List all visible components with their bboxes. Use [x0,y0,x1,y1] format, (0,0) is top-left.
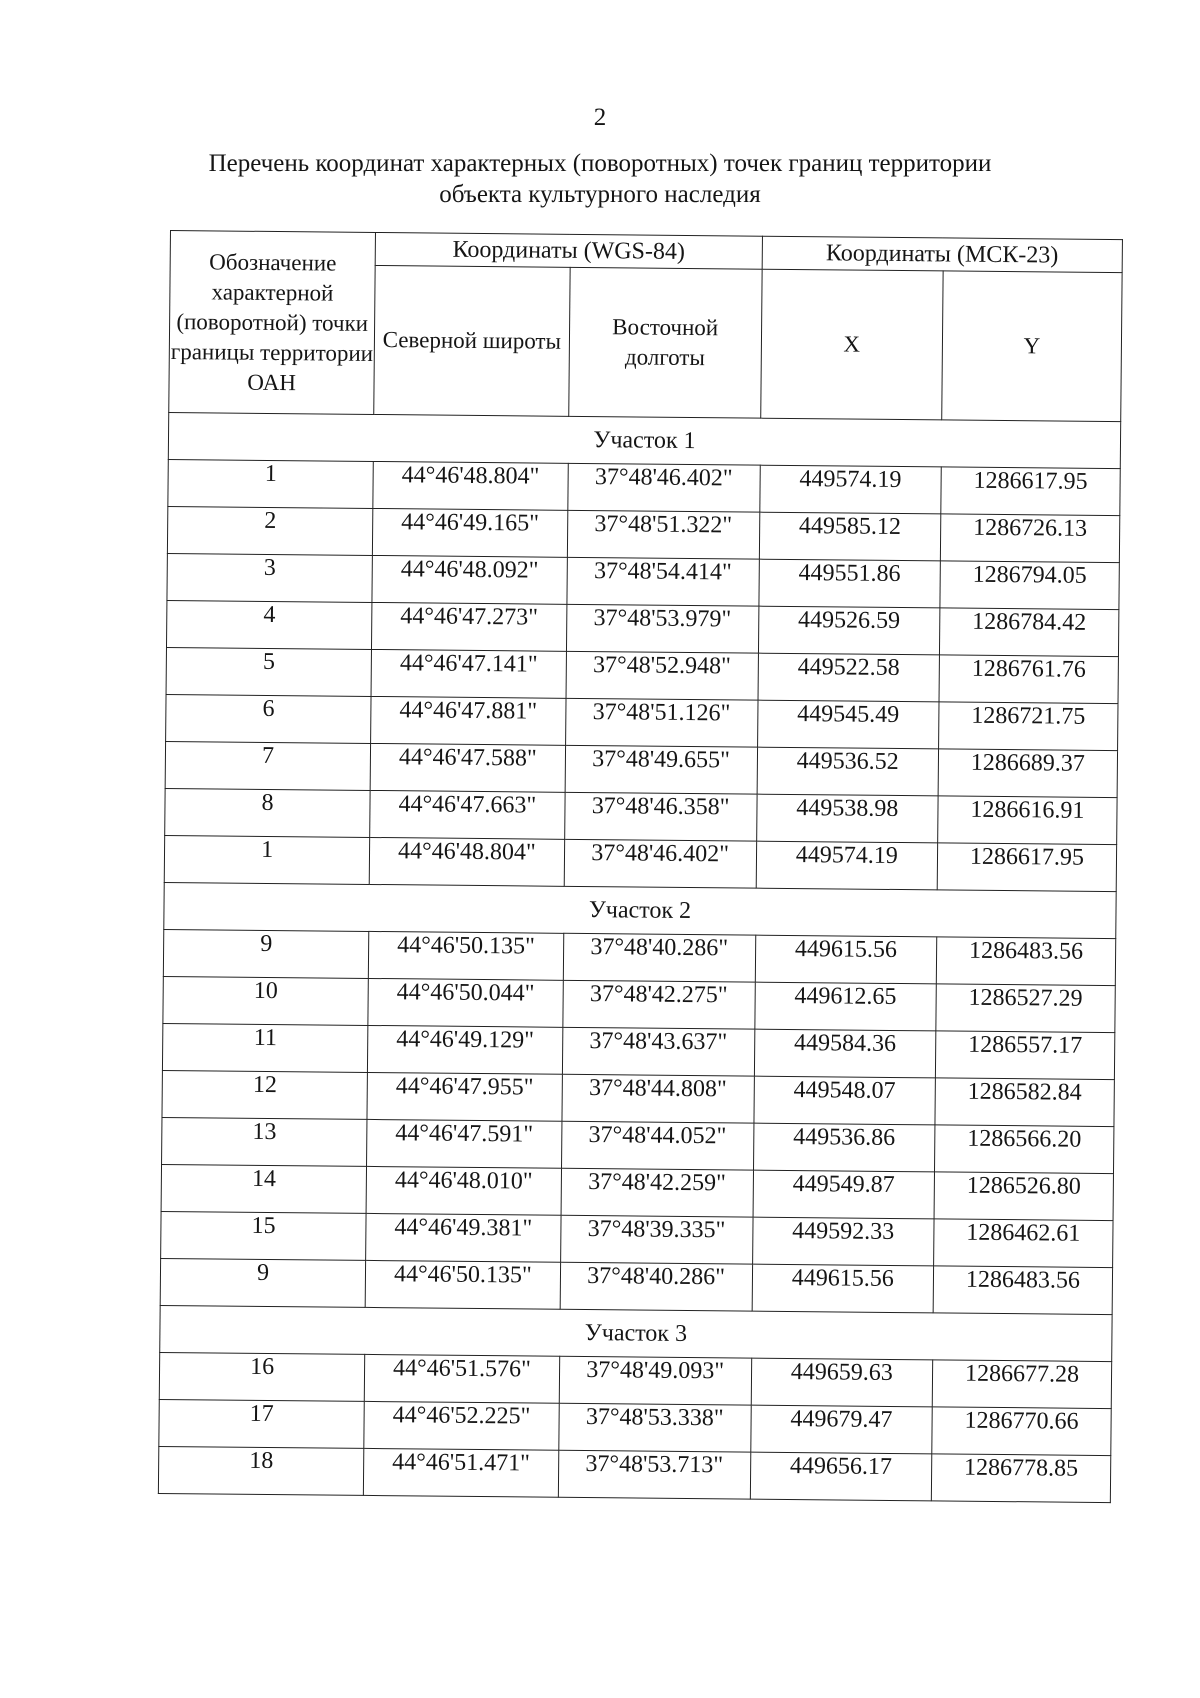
cell-x: 449592.33 [752,1217,934,1266]
cell-point: 5 [166,647,372,696]
latitude-header: Северной широты [374,265,570,416]
cell-y: 1286726.13 [940,514,1120,563]
cell-y: 1286483.56 [933,1266,1113,1315]
table-body [158,412,1120,1502]
cell-point: 1 [164,835,370,884]
cell-y: 1286566.20 [934,1125,1114,1174]
longitude-header: Восточной долготы [568,267,762,418]
cell-x: 449522.58 [758,653,940,702]
cell-x: 449585.12 [759,512,941,561]
cell-lat: 44°46'47.955" [367,1072,562,1121]
title-line-1: Перечень координат характерных (поворотных) точек границ территории [208,150,992,177]
cell-x: 449545.49 [757,700,939,749]
cell-lon: 37°48'44.808" [562,1074,755,1123]
cell-x: 449659.63 [751,1358,933,1407]
cell-y: 1286761.76 [939,655,1119,704]
cell-point: 4 [166,600,372,649]
cell-lat: 44°46'47.881" [371,696,566,745]
cell-lat: 44°46'49.165" [373,508,568,557]
cell-lat: 44°46'51.576" [364,1354,559,1403]
cell-lon: 37°48'49.093" [559,1356,752,1405]
cell-y: 1286616.91 [938,796,1118,845]
cell-point: 18 [158,1446,364,1495]
cell-x: 449612.65 [755,982,937,1031]
cell-lat: 44°46'47.591" [367,1119,562,1168]
cell-y: 1286689.37 [938,749,1118,798]
cell-x: 449536.52 [757,747,939,796]
cell-point: 13 [162,1117,368,1166]
cell-lon: 37°48'53.713" [558,1450,751,1499]
cell-point: 14 [161,1164,367,1213]
cell-x: 449551.86 [759,559,941,608]
cell-point: 9 [160,1258,366,1307]
msk23-header: Координаты (МСК-23) [762,236,1123,272]
cell-y: 1286677.28 [932,1360,1112,1409]
cell-lon: 37°48'40.286" [560,1262,753,1311]
cell-point: 2 [167,506,373,555]
cell-x: 449679.47 [750,1405,932,1454]
cell-lon: 37°48'42.275" [562,980,755,1029]
cell-x: 449548.07 [754,1076,936,1125]
cell-lon: 37°48'46.402" [564,839,757,888]
cell-y: 1286617.95 [941,467,1121,516]
cell-point: 8 [165,788,371,837]
table-row [158,1446,1110,1502]
title-line-2: объекта культурного наследия [439,181,761,208]
cell-lat: 44°46'47.663" [370,790,565,839]
cell-lon: 37°48'43.637" [562,1027,755,1076]
cell-lon: 37°48'53.979" [566,604,759,653]
cell-lon: 37°48'39.335" [560,1215,753,1264]
cell-lon: 37°48'52.948" [566,651,759,700]
cell-lat: 44°46'50.135" [369,931,564,980]
cell-x: 449536.86 [753,1123,935,1172]
cell-lon: 37°48'46.402" [567,463,760,512]
cell-y: 1286721.75 [938,702,1118,751]
coordinates-table [158,230,1123,1503]
cell-point: 15 [161,1211,367,1260]
cell-point: 11 [162,1023,368,1072]
cell-lon: 37°48'42.259" [561,1168,754,1217]
cell-y: 1286527.29 [936,984,1116,1033]
cell-y: 1286770.66 [932,1407,1112,1456]
cell-y: 1286526.80 [934,1172,1114,1221]
cell-point: 3 [167,553,373,602]
cell-y: 1286784.42 [939,608,1119,657]
cell-point: 10 [163,976,369,1025]
cell-lon: 37°48'54.414" [566,557,759,606]
cell-y: 1286617.95 [937,843,1117,892]
cell-lat: 44°46'48.092" [372,555,567,604]
y-header: Y [942,271,1123,422]
x-header: X [760,269,943,420]
point-designation-header: Обозначение характерной (поворотной) точки границы территории ОАН [169,231,376,415]
cell-y: 1286582.84 [935,1078,1115,1127]
cell-point: 16 [159,1352,365,1401]
cell-point: 9 [163,929,369,978]
cell-lat: 44°46'48.804" [373,461,568,510]
cell-x: 449584.36 [754,1029,936,1078]
cell-y: 1286778.85 [931,1454,1111,1503]
cell-x: 449574.19 [756,841,938,890]
cell-y: 1286483.56 [936,937,1116,986]
cell-point: 6 [166,694,372,743]
cell-lat: 44°46'51.471" [364,1448,559,1497]
cell-lat: 44°46'49.129" [368,1025,563,1074]
cell-lon: 37°48'49.655" [565,745,758,794]
cell-lon: 37°48'53.338" [558,1403,751,1452]
cell-x: 449615.56 [755,935,937,984]
cell-point: 7 [165,741,371,790]
section-title: Участок 1 [168,412,1120,468]
cell-lat: 44°46'47.273" [372,602,567,651]
cell-x: 449656.17 [750,1452,932,1501]
cell-lat: 44°46'49.381" [366,1213,561,1262]
cell-x: 449526.59 [758,606,940,655]
document-title [150,148,1050,210]
cell-x: 449549.87 [753,1170,935,1219]
cell-lat: 44°46'50.135" [365,1260,560,1309]
cell-x: 449538.98 [756,794,938,843]
cell-point: 1 [168,459,374,508]
cell-lat: 44°46'47.588" [370,743,565,792]
cell-lon: 37°48'40.286" [563,933,756,982]
cell-y: 1286794.05 [940,561,1120,610]
cell-lat: 44°46'52.225" [364,1401,559,1450]
page-number: 2 [593,104,607,131]
cell-y: 1286462.61 [934,1219,1114,1268]
cell-lon: 37°48'46.358" [564,792,757,841]
section-title: Участок 2 [164,882,1116,938]
cell-lon: 37°48'44.052" [561,1121,754,1170]
cell-lat: 44°46'48.804" [369,837,564,886]
cell-point: 17 [159,1399,365,1448]
cell-lon: 37°48'51.322" [567,510,760,559]
cell-lat: 44°46'48.010" [366,1166,561,1215]
cell-point: 12 [162,1070,368,1119]
section-title: Участок 3 [160,1305,1112,1361]
cell-lat: 44°46'50.044" [368,978,563,1027]
cell-x: 449615.56 [752,1264,934,1313]
cell-lat: 44°46'47.141" [371,649,566,698]
wgs84-header: Координаты (WGS-84) [375,232,762,269]
cell-x: 449574.19 [760,465,942,514]
cell-lon: 37°48'51.126" [565,698,758,747]
cell-y: 1286557.17 [935,1031,1115,1080]
